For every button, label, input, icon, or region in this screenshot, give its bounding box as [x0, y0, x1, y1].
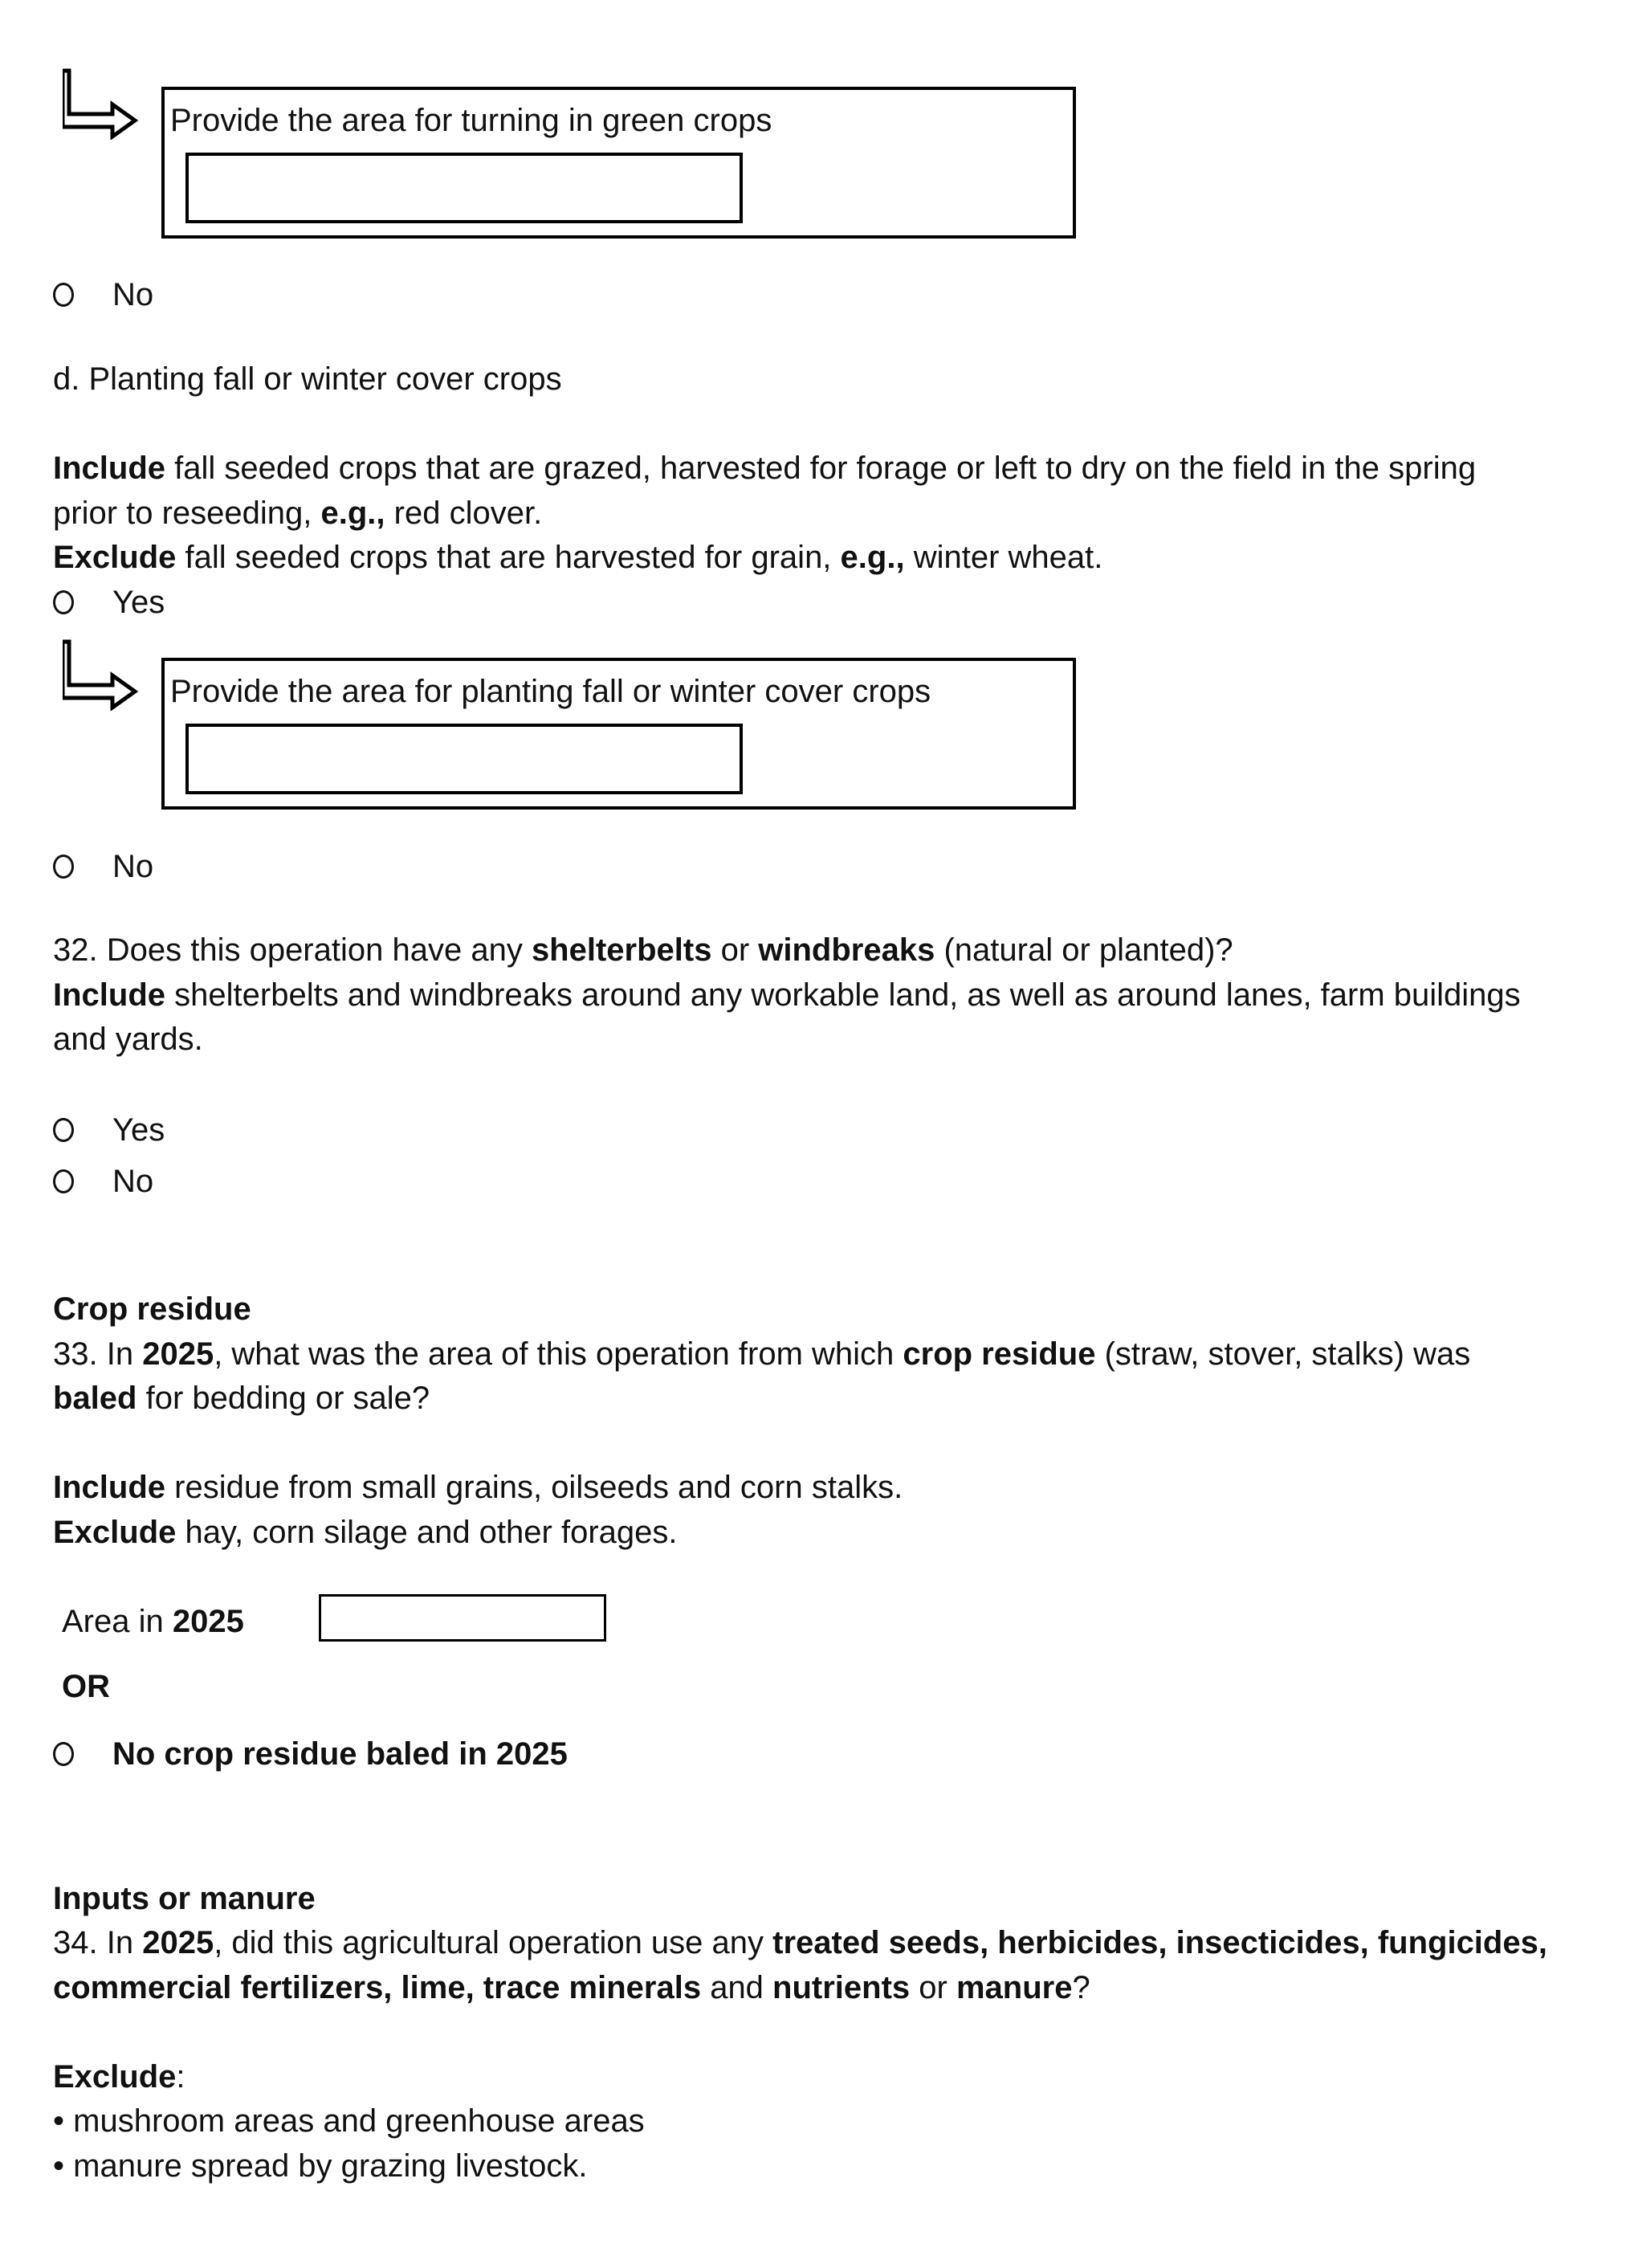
cover-crops-box-label: Provide the area for planting fall or winter cover crops — [170, 674, 931, 709]
q33-exclude-line: Exclude hay, corn silage and other forages. — [53, 1515, 678, 1550]
bullet-icon: • — [53, 2103, 65, 2139]
q33-or-label: OR — [62, 1669, 110, 1704]
q32-no-radio[interactable] — [53, 1169, 74, 1193]
cover-crops-no-label: No — [112, 849, 154, 884]
section-d-include-line-1: Include fall seeded crops that are grazed, harvested for forage or left to dry on the field in the spring — [53, 451, 1477, 486]
cover-crops-yes-label: Yes — [112, 585, 165, 620]
q32-yes-radio[interactable] — [53, 1118, 74, 1142]
green-crops-box-label: Provide the area for turning in green crops — [170, 103, 772, 138]
q33-area-input[interactable] — [319, 1594, 606, 1642]
q32-question: 32. Does this operation have any shelterbelts or windbreaks (natural or planted)? — [53, 932, 1233, 968]
section-d-include-line-2: prior to reseeding, e.g., red clover. — [53, 496, 543, 531]
section-d-exclude-line: Exclude fall seeded crops that are harvested for grain, e.g., winter wheat. — [53, 540, 1103, 575]
q32-yes-label: Yes — [112, 1112, 165, 1148]
q33-no-residue-label: No crop residue baled in 2025 — [112, 1736, 568, 1772]
bullet-icon: • — [53, 2148, 65, 2184]
green-crops-no-label: No — [112, 277, 154, 312]
include-keyword: Include — [53, 977, 166, 1013]
list-item: • manure spread by grazing livestock. — [53, 2148, 588, 2184]
cover-crops-yes-radio[interactable] — [53, 590, 74, 614]
crop-residue-heading: Crop residue — [53, 1291, 251, 1327]
q33-include-line: Include residue from small grains, oilseeds and corn stalks. — [53, 1470, 903, 1505]
include-keyword: Include — [53, 451, 166, 486]
green-crops-area-input[interactable] — [185, 153, 743, 223]
q32-no-label: No — [112, 1164, 154, 1199]
inputs-manure-heading: Inputs or manure — [53, 1881, 316, 1916]
section-d-heading: d. Planting fall or winter cover crops — [53, 361, 562, 397]
q33-question-line-1: 33. In 2025, what was the area of this operation from which crop residue (straw, stover, stalks) was — [53, 1336, 1471, 1372]
list-item: • mushroom areas and greenhouse areas — [53, 2103, 645, 2139]
q34-question-line-2: commercial fertilizers, lime, trace minerals and nutrients or manure? — [53, 1970, 1090, 2005]
cover-crops-area-input[interactable] — [185, 724, 743, 794]
q32-include-line-1: Include shelterbelts and windbreaks around any workable land, as well as around lanes, farm buildings — [53, 977, 1521, 1013]
exclude-keyword: Exclude — [53, 2059, 177, 2095]
cover-crops-no-radio[interactable] — [53, 855, 74, 879]
exclude-keyword: Exclude — [53, 540, 177, 575]
q33-area-label: Area in 2025 — [62, 1604, 244, 1639]
q33-no-residue-radio[interactable] — [53, 1742, 74, 1766]
follow-up-arrow-icon — [63, 67, 143, 140]
green-crops-no-radio[interactable] — [53, 283, 74, 307]
q33-question-line-2: baled for bedding or sale? — [53, 1381, 430, 1416]
follow-up-arrow-icon — [63, 638, 143, 711]
include-keyword: Include — [53, 1470, 166, 1505]
q34-question-line-1: 34. In 2025, did this agricultural operation use any treated seeds, herbicides, insecticides, fungicides, — [53, 1925, 1547, 1960]
exclude-keyword: Exclude — [53, 1515, 177, 1550]
q34-exclude-heading: Exclude: — [53, 2059, 185, 2095]
q32-include-line-2: and yards. — [53, 1022, 203, 1057]
